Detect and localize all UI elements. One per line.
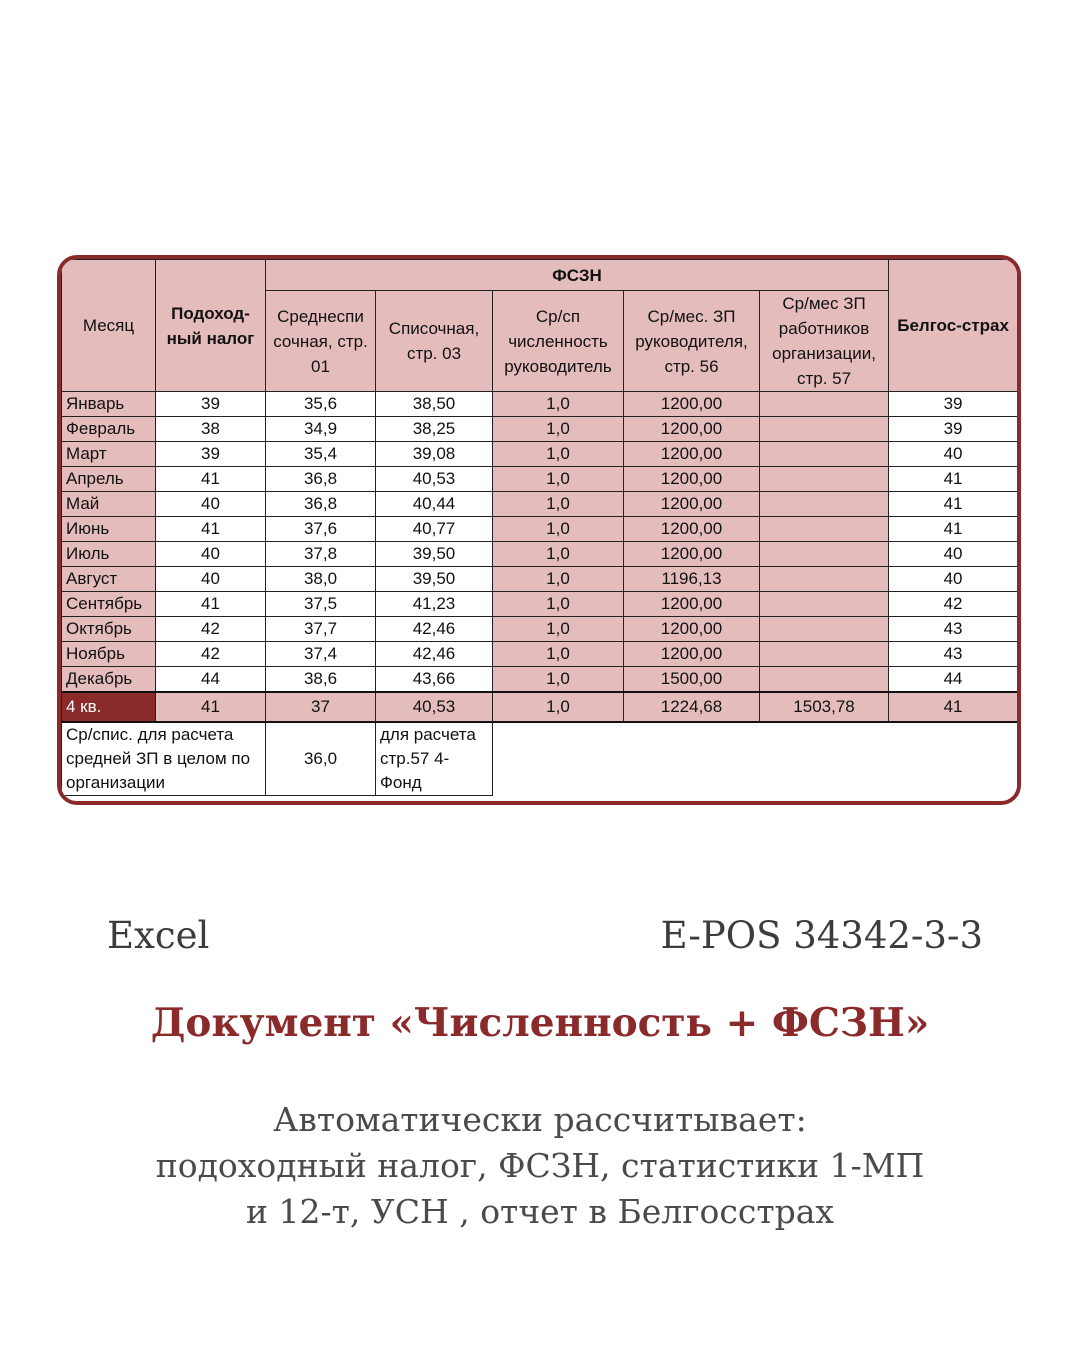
- total-cell-workers-salary: 1503,78: [760, 692, 889, 722]
- cell-manager-salary: 1200,00: [624, 442, 760, 467]
- document-title: Документ «Численность + ФСЗН»: [150, 1000, 930, 1046]
- cell-income-tax: 41: [156, 592, 266, 617]
- cell-manager-salary: 1200,00: [624, 492, 760, 517]
- cell-month: Апрель: [62, 467, 156, 492]
- cell-income-tax: 40: [156, 492, 266, 517]
- table-row: [62, 417, 1018, 442]
- cell-belgosstrakh: 44: [889, 667, 1018, 693]
- cell-income-tax: 38: [156, 417, 266, 442]
- total-cell-list-headcount: 40,53: [376, 692, 493, 722]
- cell-avg-headcount: 35,4: [266, 442, 376, 467]
- table-row: [62, 667, 1018, 693]
- product-code: E-POS 34342-3-3: [660, 914, 983, 957]
- cell-income-tax: 44: [156, 667, 266, 693]
- cell-month: Май: [62, 492, 156, 517]
- footer-value: 36,0: [266, 722, 376, 796]
- cell-income-tax: 39: [156, 392, 266, 417]
- cell-list-headcount: 42,46: [376, 642, 493, 667]
- table-row: [62, 592, 1018, 617]
- cell-avg-headcount: 37,4: [266, 642, 376, 667]
- fszn-table: [61, 259, 1018, 796]
- cell-workers-salary: [760, 467, 889, 492]
- total-cell-manager-salary: 1224,68: [624, 692, 760, 722]
- cell-avg-headcount: 37,7: [266, 617, 376, 642]
- cell-manager-headcount: 1,0: [493, 567, 624, 592]
- spreadsheet-frame: [57, 255, 1021, 805]
- cell-manager-salary: 1200,00: [624, 592, 760, 617]
- header-income-tax: Подоход-ный налог: [156, 260, 266, 392]
- cell-manager-headcount: 1,0: [493, 667, 624, 693]
- cell-list-headcount: 39,50: [376, 567, 493, 592]
- cell-month: Ноябрь: [62, 642, 156, 667]
- cell-belgosstrakh: 43: [889, 642, 1018, 667]
- footer-note-fond: для расчета стр.57 4-Фонд: [376, 722, 493, 796]
- header-list-headcount: Списочная, стр. 03: [376, 291, 493, 392]
- cell-income-tax: 39: [156, 442, 266, 467]
- total-cell-belgosstrakh: 41: [889, 692, 1018, 722]
- cell-manager-headcount: 1,0: [493, 642, 624, 667]
- table-row: [62, 492, 1018, 517]
- cell-month: Июнь: [62, 517, 156, 542]
- cell-month: Октябрь: [62, 617, 156, 642]
- total-cell-income-tax: 41: [156, 692, 266, 722]
- cell-manager-salary: 1200,00: [624, 542, 760, 567]
- table-row: [62, 392, 1018, 417]
- cell-belgosstrakh: 41: [889, 467, 1018, 492]
- cell-belgosstrakh: 42: [889, 592, 1018, 617]
- cell-workers-salary: [760, 442, 889, 467]
- description: [0, 1097, 1080, 1235]
- cell-manager-headcount: 1,0: [493, 442, 624, 467]
- cell-list-headcount: 39,50: [376, 542, 493, 567]
- cell-list-headcount: 38,25: [376, 417, 493, 442]
- cell-workers-salary: [760, 492, 889, 517]
- header-month: Месяц: [62, 260, 156, 392]
- cell-manager-salary: 1500,00: [624, 667, 760, 693]
- cell-income-tax: 41: [156, 467, 266, 492]
- cell-belgosstrakh: 40: [889, 567, 1018, 592]
- cell-manager-salary: 1200,00: [624, 517, 760, 542]
- cell-avg-headcount: 37,5: [266, 592, 376, 617]
- table-body: [62, 392, 1018, 723]
- app-label: Excel: [107, 914, 210, 957]
- cell-manager-headcount: 1,0: [493, 517, 624, 542]
- cell-manager-headcount: 1,0: [493, 392, 624, 417]
- cell-list-headcount: 42,46: [376, 617, 493, 642]
- cell-manager-salary: 1200,00: [624, 417, 760, 442]
- cell-avg-headcount: 37,8: [266, 542, 376, 567]
- footer-note: Ср/спис. для расчета средней ЗП в целом по организации: [62, 722, 266, 796]
- description-line: подоходный налог, ФСЗН, статистики 1-МП: [155, 1146, 925, 1185]
- cell-belgosstrakh: 43: [889, 617, 1018, 642]
- cell-workers-salary: [760, 592, 889, 617]
- cell-list-headcount: 40,44: [376, 492, 493, 517]
- cell-manager-salary: 1200,00: [624, 617, 760, 642]
- header-belgosstrakh: Белгос-страх: [889, 260, 1018, 392]
- cell-list-headcount: 40,53: [376, 467, 493, 492]
- cell-manager-salary: 1200,00: [624, 392, 760, 417]
- header-avg-headcount: Среднеспи сочная, стр. 01: [266, 291, 376, 392]
- header-manager-headcount: Ср/сп численность руководитель: [493, 291, 624, 392]
- cell-income-tax: 40: [156, 542, 266, 567]
- cell-income-tax: 42: [156, 642, 266, 667]
- cell-manager-headcount: 1,0: [493, 417, 624, 442]
- cell-avg-headcount: 36,8: [266, 467, 376, 492]
- table-row-total: [62, 692, 1018, 722]
- description-line: Автоматически рассчитывает:: [273, 1100, 807, 1139]
- total-cell-month: 4 кв.: [62, 692, 156, 722]
- cell-workers-salary: [760, 392, 889, 417]
- table-row: [62, 542, 1018, 567]
- cell-belgosstrakh: 41: [889, 492, 1018, 517]
- table-row: [62, 517, 1018, 542]
- table-row: [62, 442, 1018, 467]
- header-fszn: ФСЗН: [266, 260, 889, 291]
- cell-income-tax: 41: [156, 517, 266, 542]
- description-line: и 12-т, УСН , отчет в Белгосстрах: [245, 1192, 835, 1231]
- cell-month: Март: [62, 442, 156, 467]
- cell-month: Февраль: [62, 417, 156, 442]
- footer-blank: [493, 722, 1018, 796]
- cell-avg-headcount: 38,0: [266, 567, 376, 592]
- cell-list-headcount: 41,23: [376, 592, 493, 617]
- total-cell-manager-headcount: 1,0: [493, 692, 624, 722]
- cell-list-headcount: 43,66: [376, 667, 493, 693]
- cell-workers-salary: [760, 417, 889, 442]
- cell-avg-headcount: 36,8: [266, 492, 376, 517]
- cell-workers-salary: [760, 517, 889, 542]
- cell-avg-headcount: 37,6: [266, 517, 376, 542]
- cell-workers-salary: [760, 567, 889, 592]
- cell-list-headcount: 40,77: [376, 517, 493, 542]
- cell-manager-salary: 1196,13: [624, 567, 760, 592]
- table-row: [62, 642, 1018, 667]
- cell-list-headcount: 39,08: [376, 442, 493, 467]
- cell-month: Сентябрь: [62, 592, 156, 617]
- table-row: [62, 617, 1018, 642]
- cell-belgosstrakh: 41: [889, 517, 1018, 542]
- cell-income-tax: 40: [156, 567, 266, 592]
- cell-month: Август: [62, 567, 156, 592]
- cell-workers-salary: [760, 667, 889, 693]
- cell-avg-headcount: 38,6: [266, 667, 376, 693]
- cell-avg-headcount: 35,6: [266, 392, 376, 417]
- cell-manager-salary: 1200,00: [624, 642, 760, 667]
- header-workers-salary: Ср/мес ЗП работников организации, стр. 57: [760, 291, 889, 392]
- cell-manager-salary: 1200,00: [624, 467, 760, 492]
- cell-manager-headcount: 1,0: [493, 492, 624, 517]
- cell-manager-headcount: 1,0: [493, 617, 624, 642]
- cell-workers-salary: [760, 617, 889, 642]
- total-cell-avg-headcount: 37: [266, 692, 376, 722]
- cell-manager-headcount: 1,0: [493, 542, 624, 567]
- cell-belgosstrakh: 39: [889, 392, 1018, 417]
- cell-workers-salary: [760, 542, 889, 567]
- cell-month: Декабрь: [62, 667, 156, 693]
- table-row: [62, 467, 1018, 492]
- cell-manager-headcount: 1,0: [493, 467, 624, 492]
- cell-list-headcount: 38,50: [376, 392, 493, 417]
- header-manager-salary: Ср/мес. ЗП руководителя, стр. 56: [624, 291, 760, 392]
- cell-belgosstrakh: 40: [889, 542, 1018, 567]
- cell-avg-headcount: 34,9: [266, 417, 376, 442]
- cell-month: Январь: [62, 392, 156, 417]
- cell-manager-headcount: 1,0: [493, 592, 624, 617]
- cell-month: Июль: [62, 542, 156, 567]
- cell-workers-salary: [760, 642, 889, 667]
- table-row: [62, 567, 1018, 592]
- cell-income-tax: 42: [156, 617, 266, 642]
- cell-belgosstrakh: 39: [889, 417, 1018, 442]
- cell-belgosstrakh: 40: [889, 442, 1018, 467]
